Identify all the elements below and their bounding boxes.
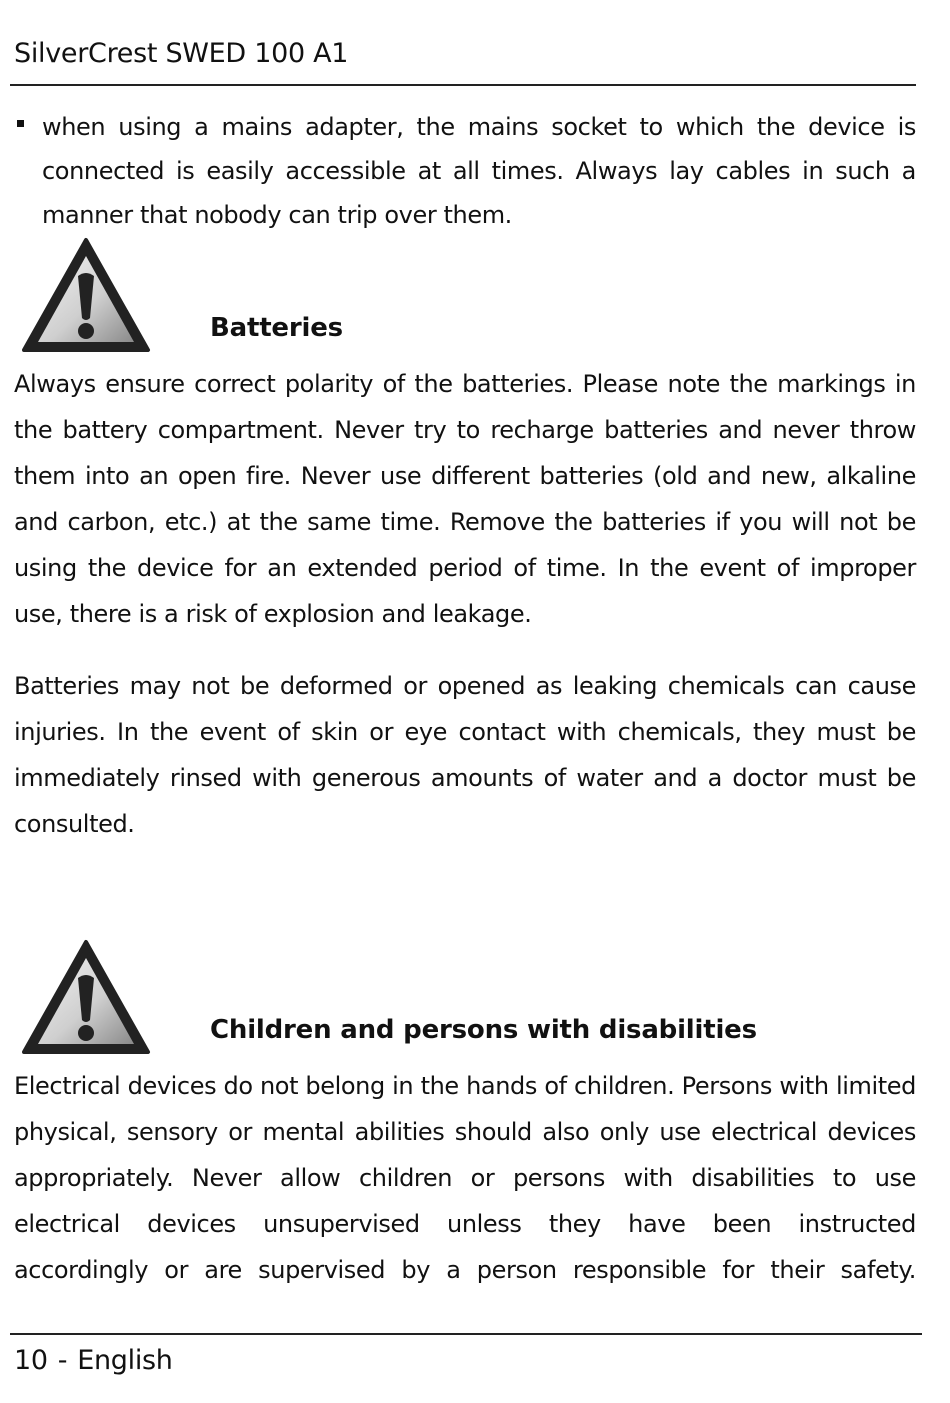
footer-separator: -	[57, 1345, 68, 1376]
section-heading-batteries: Batteries	[210, 313, 343, 343]
header-divider	[10, 84, 916, 86]
page-header: SilverCrest SWED 100 A1	[14, 38, 349, 69]
footer-divider	[10, 1333, 922, 1335]
children-paragraph-1: Electrical devices do not belong in the hands of children. Persons with limited physical, sensory or mental abilities should also only use electrical devices appropriately. Never allow children or persons with disabilities to use electrical devices unsupervised unless they have been instructed accordingly or are supervised by a person responsible for their safety.	[14, 1072, 916, 1284]
footer-language: English	[77, 1345, 173, 1376]
bullet-item-mains-adapter: when using a mains adapter, the mains socket to which the device is connected is easily accessible at all times. Always lay cables in such a manner that nobody can trip over them.	[42, 113, 916, 229]
section-heading-children: Children and persons with disabilities	[210, 1015, 757, 1045]
warning-triangle-icon	[20, 236, 152, 354]
bullet-marker	[17, 120, 24, 127]
warning-triangle-icon	[20, 938, 152, 1056]
page-footer	[14, 1345, 173, 1376]
batteries-paragraph-2: Batteries may not be deformed or opened as leaking chemicals can cause injuries. In the event of skin or eye contact with chemicals, they must be immediately rinsed with generous amounts of water and a doctor must be consulted.	[14, 672, 916, 838]
batteries-paragraph-1: Always ensure correct polarity of the batteries. Please note the markings in the battery compartment. Never try to recharge batteries and never throw them into an open fire. Never use different batteries (old and new, alkaline and carbon, etc.) at the same time. Remove the batteries if you will not be using the device for an extended period of time. In the event of improper use, there is a risk of explosion and leakage.	[14, 370, 916, 628]
page-number: 10	[14, 1345, 48, 1376]
